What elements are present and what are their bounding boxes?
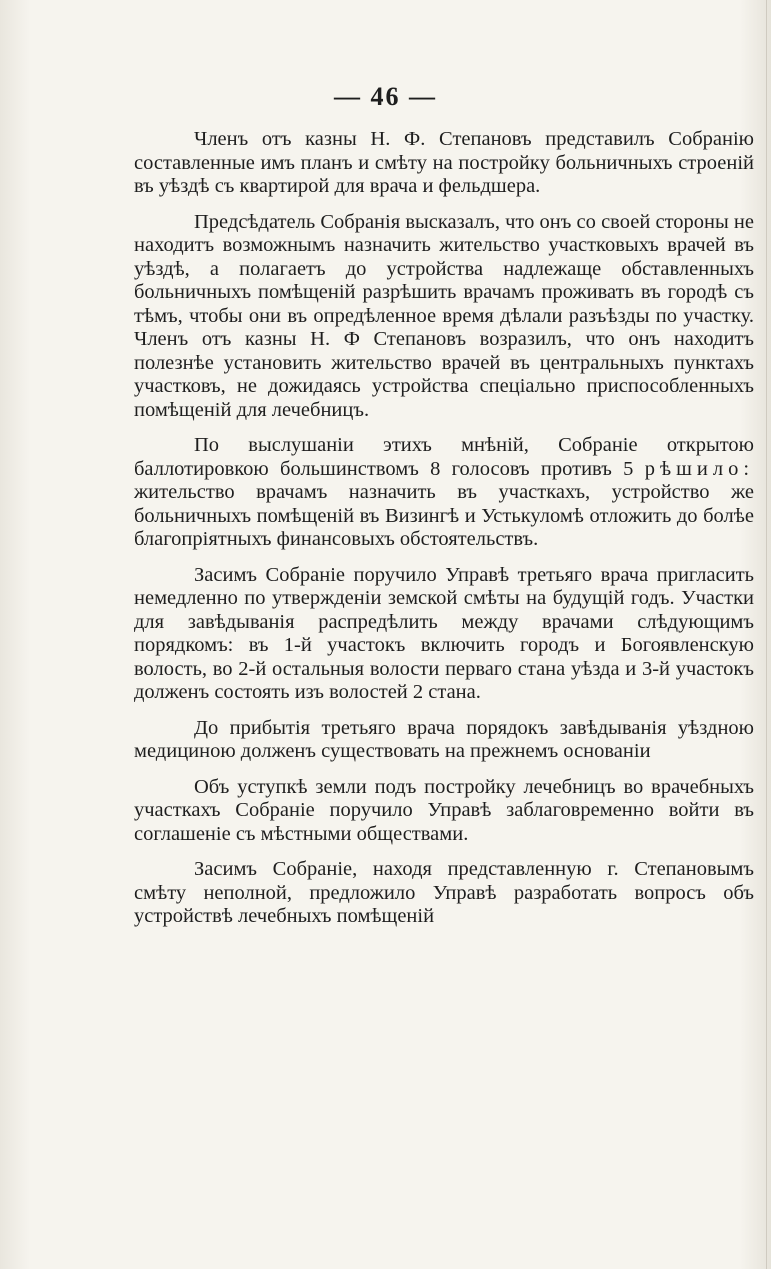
paragraph-5: До прибытія третьяго врача порядокъ завѣдыванія уѣздною медициною долженъ существовать на прежнемъ основаніи (134, 716, 754, 762)
paragraph-3-lead: По выслушаніи этихъ мнѣній, Собраніе открытою баллотировкою большинствомъ 8 голосовъ противъ 5 (134, 434, 754, 480)
paragraph-6: Объ уступкѣ земли подъ постройку лечебницъ во врачебныхъ участкахъ Собраніе поручило Управѣ заблаговременно войти въ соглашеніе съ мѣстными обществами. (134, 775, 754, 845)
paragraph-4: Засимъ Собраніе поручило Управѣ третьяго врача пригласить немедленно по утвержденіи земской смѣты на будущій годъ. Участки для завѣдыванія распредѣлить между врачами слѣдующимъ порядкомъ: въ 1-й участокъ включить городъ и Богоявленскую волость, во 2-й остальныя волости перваго стана уѣзда и 3-й участокъ долженъ состоять изъ волостей 2 стана. (134, 563, 754, 703)
page-number: — 46 — (334, 82, 437, 111)
paragraph-1: Членъ отъ казны Н. Ф. Степановъ представилъ Собранію составленные имъ планъ и смѣту на постройку больничныхъ строеній въ уѣздѣ съ квартирой для врача и фельдшера. (134, 128, 754, 197)
paragraph-3-rest: жительство врачамъ назначить въ участкахъ, устройство же больничныхъ помѣщеній въ Визингѣ и Устькуломѣ отложить до болѣе благопріятныхъ финансовыхъ обстоятельствъ. (134, 481, 754, 550)
body-text (134, 128, 754, 941)
page-edge-line (766, 0, 767, 1269)
paragraph-2: Предсѣдатель Собранія высказалъ, что онъ со своей стороны не находитъ возможнымъ назначить жительство участковыхъ врачей въ уѣздѣ, а полагаетъ до устройства надлежаще обставленныхъ больничныхъ помѣщеній разрѣшить врачамъ проживать въ городѣ съ тѣмъ, чтобы они въ опредѣленное время дѣлали разъѣзды по участку. Членъ отъ казны Н. Ф Степановъ возразилъ, что онъ находитъ полезнѣе установить жительство врачей въ центральныхъ пунктахъ участковъ, не дожидаясь устройства спеціально приспособленныхъ помѣщеній для лечебницъ. (134, 210, 754, 421)
paragraph-3-resolution-word: рѣшило: (644, 457, 755, 480)
paragraph-7: Засимъ Собраніе, находя представленную г. Степановымъ смѣту неполной, предложило Управѣ разработать вопросъ объ устройствѣ лечебныхъ помѣщеній (134, 858, 754, 927)
paragraph-3 (134, 434, 754, 552)
